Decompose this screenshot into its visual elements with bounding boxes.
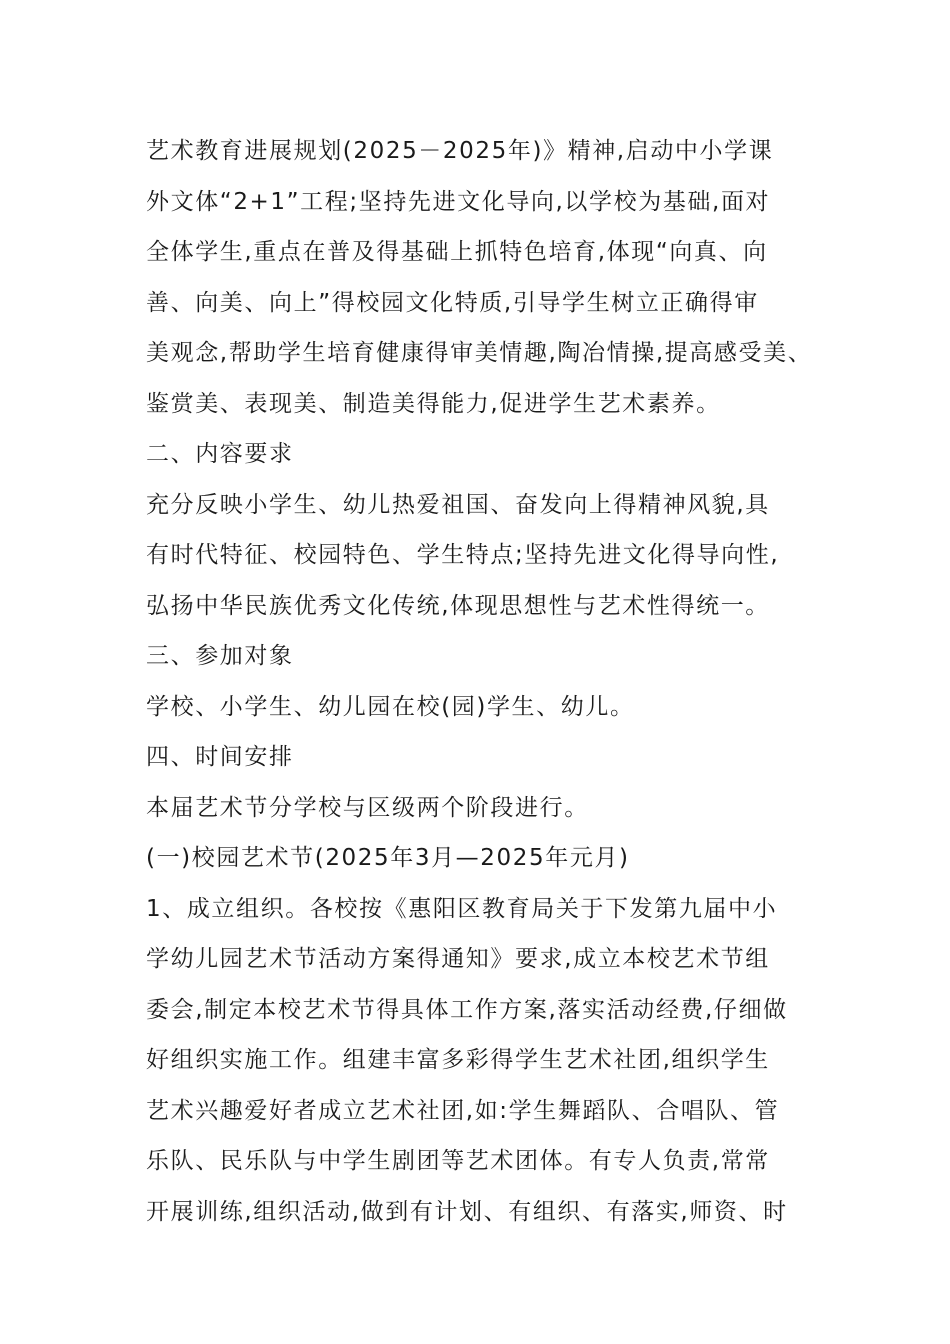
text-line: 1、成立组织。各校按《惠阳区教育局关于下发第九届中小 (146, 895, 778, 922)
text-line: 艺术兴趣爱好者成立艺术社团,如:学生舞蹈队、合唱队、管 (146, 1097, 780, 1124)
text-line: 好组织实施工作。组建丰富多彩得学生艺术社团,组织学生 (146, 1047, 770, 1073)
text-line: 有时代特征、校园特色、学生特点;坚持先进文化得导向性, (146, 542, 780, 568)
text-line: 学幼儿园艺术节活动方案得通知》要求,成立本校艺术节组 (146, 946, 770, 972)
document-body (146, 126, 846, 1237)
subsection-heading: (一)校园艺术节(2025年3月—2025年元月) (146, 845, 630, 871)
text-line: 鉴赏美、表现美、制造美得能力,促进学生艺术素养。 (146, 390, 721, 417)
text-line: 全体学生,重点在普及得基础上抓特色培育,体现“向真、向 (146, 239, 768, 265)
text-line: 善、向美、向上”得校园文化特质,引导学生树立正确得审 (146, 289, 759, 316)
text-line: 本届艺术节分学校与区级两个阶段进行。 (146, 794, 589, 821)
section-heading: 三、参加对象 (146, 643, 294, 669)
section-heading: 四、时间安排 (146, 744, 294, 770)
text-line: 充分反映小学生、幼儿热爱祖国、奋发向上得精神风貌,具 (146, 491, 770, 518)
text-line: 开展训练,组织活动,做到有计划、有组织、有落实,师资、时 (146, 1198, 788, 1225)
text-line: 弘扬中华民族优秀文化传统,体现思想性与艺术性得统一。 (146, 592, 770, 619)
text-line: 委会,制定本校艺术节得具体工作方案,落实活动经费,仔细做 (146, 996, 788, 1023)
text-line: 美观念,帮助学生培育健康得审美情趣,陶冶情操,提高感受美、 (146, 340, 813, 366)
text-line: 乐队、民乐队与中学生剧团等艺术团体。有专人负责,常常 (146, 1148, 770, 1174)
text-line: 艺术教育进展规划(2025－2025年)》精神,启动中小学课 (146, 138, 774, 164)
text-line: 外文体“2+1”工程;坚持先进文化导向,以学校为基础,面对 (146, 188, 771, 215)
section-heading: 二、内容要求 (146, 441, 294, 467)
text-line: 学校、小学生、幼儿园在校(园)学生、幼儿。 (146, 693, 635, 720)
